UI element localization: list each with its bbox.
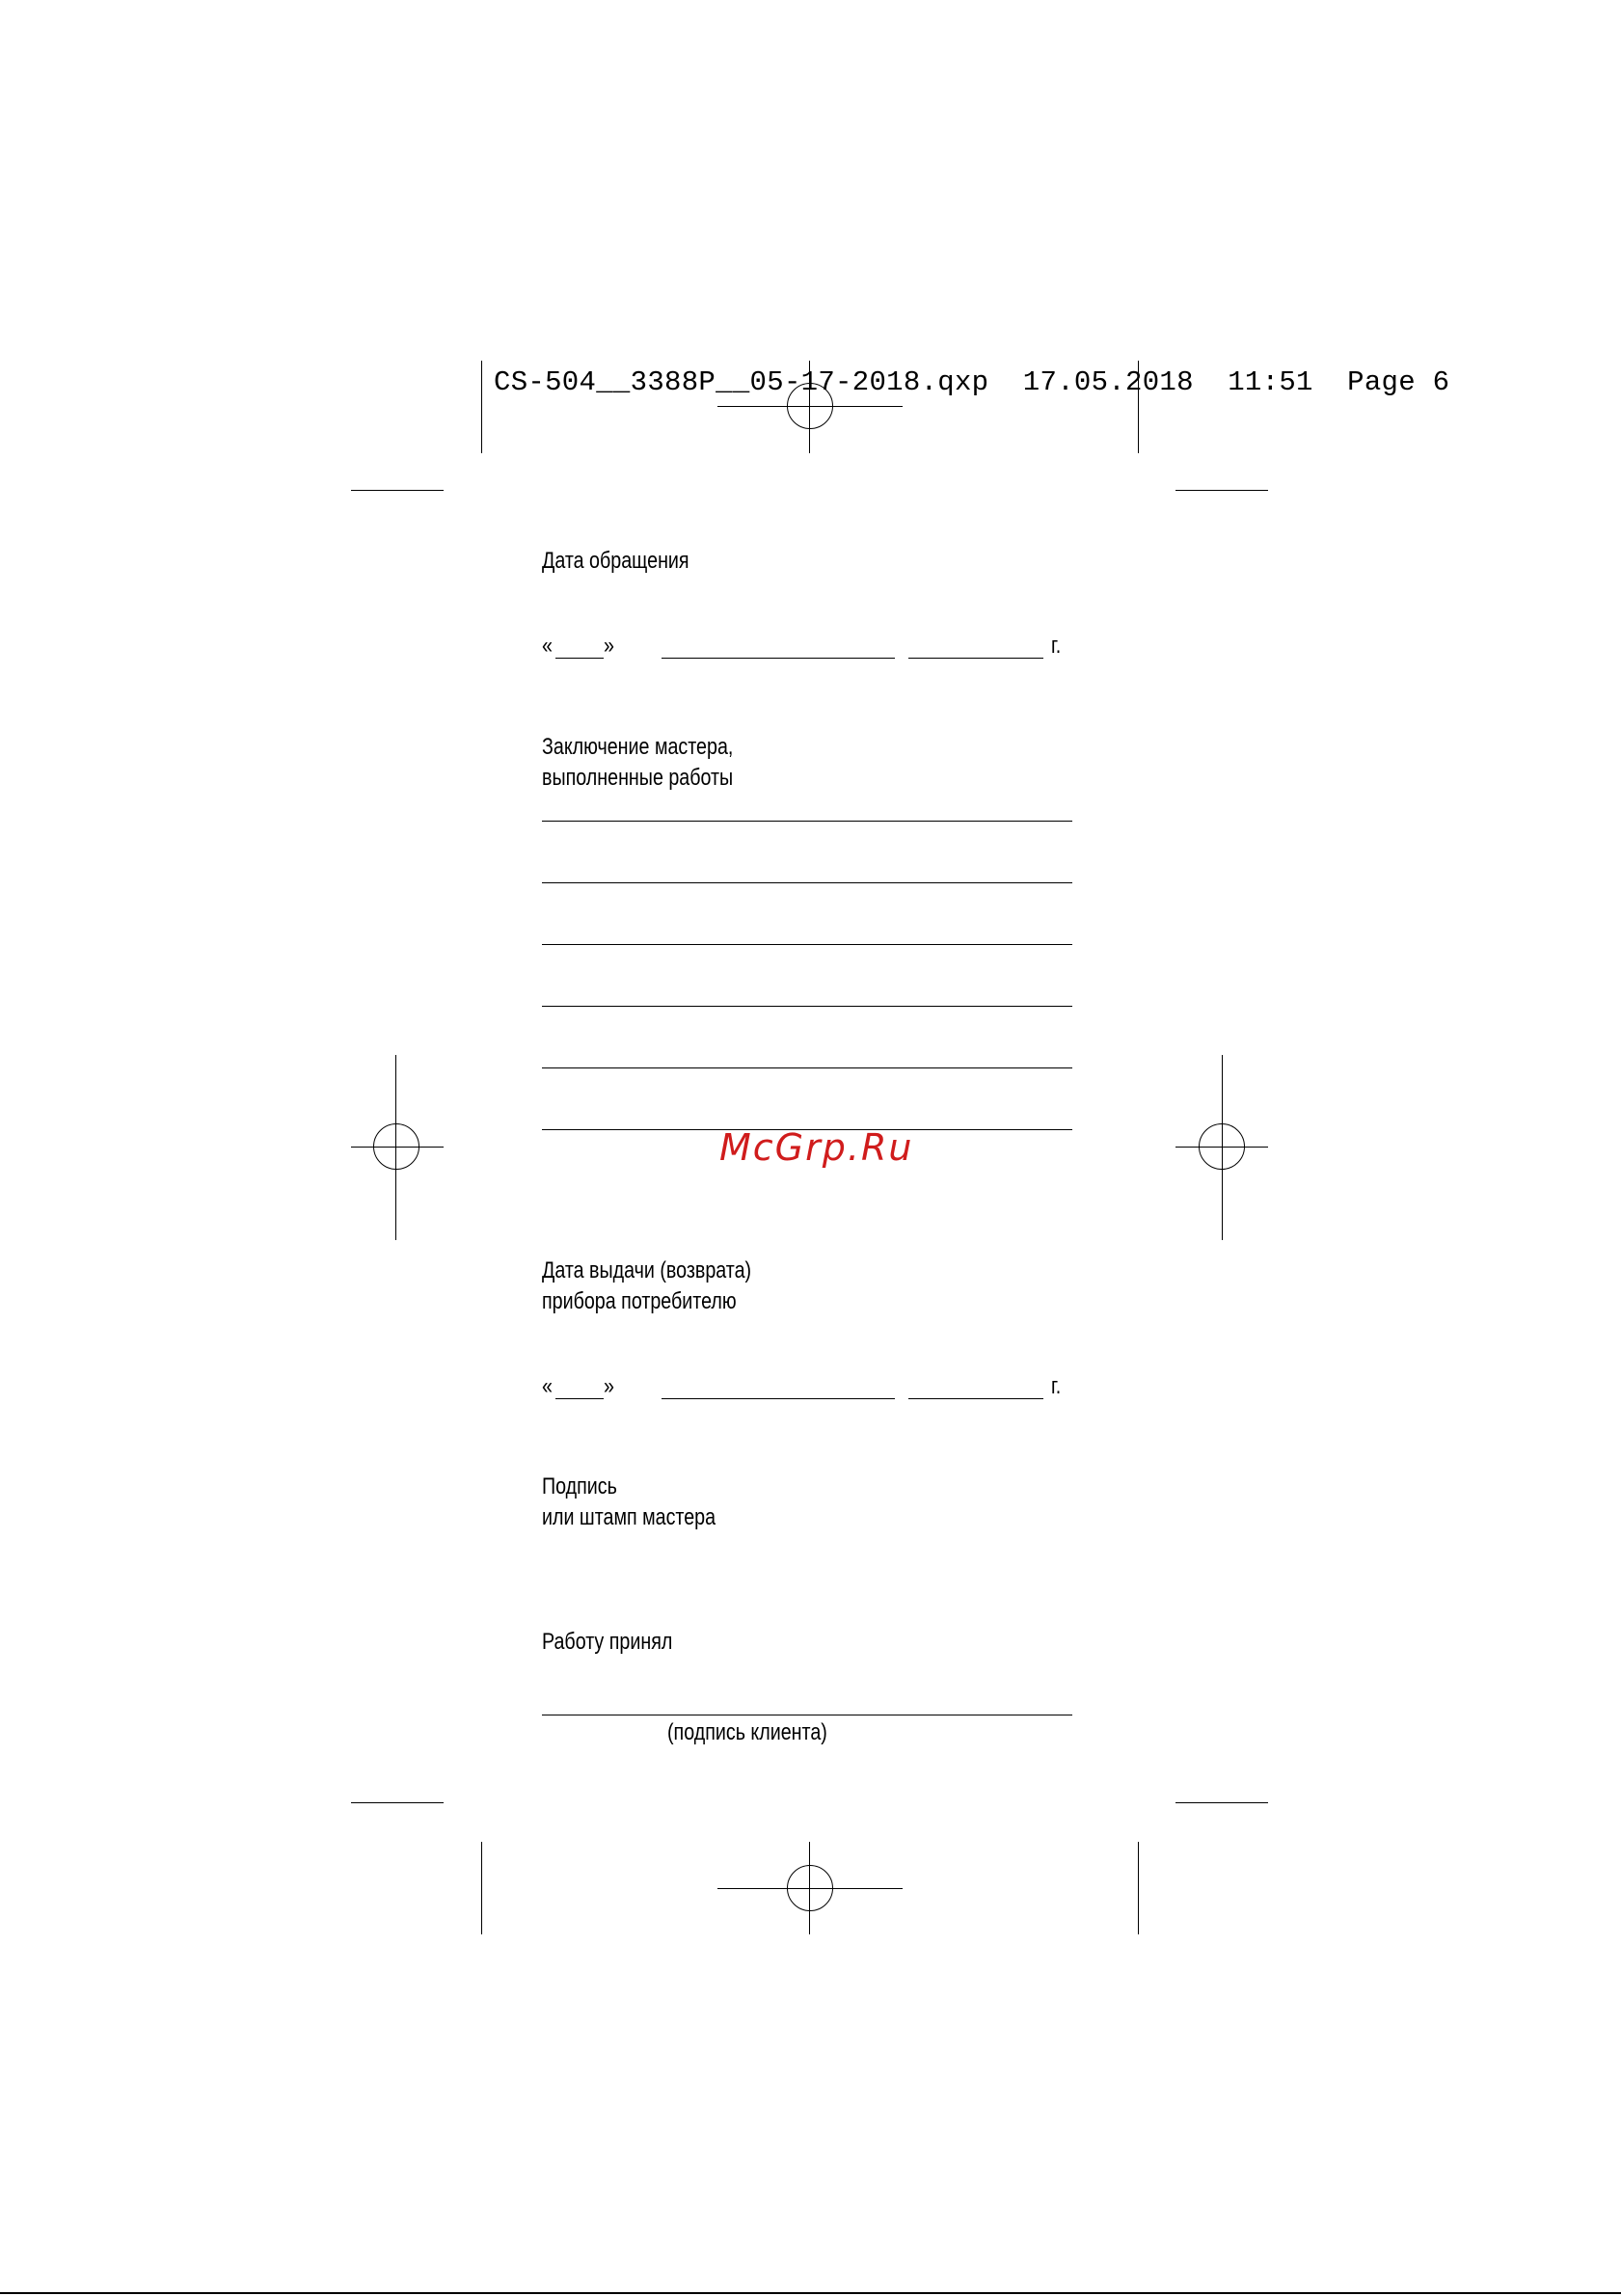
conclusion-line[interactable] [542,1067,1072,1068]
crop-mark-bottom-left-h [351,1802,444,1803]
accepted-label: Работу принял [542,1629,673,1655]
day-blank[interactable] [555,658,604,659]
year-suffix: г. [1051,633,1062,659]
slug-line: CS-504__3388P__05-17-2018.qxp 17.05.2018 11:51 Page 6 [494,366,1450,398]
month-blank[interactable] [662,658,895,659]
signature-label-line-1: Подпись [542,1473,617,1499]
conclusion-line[interactable] [542,1006,1072,1007]
page-bottom-rule [0,2292,1621,2294]
return-date-label-line-2: прибора потребителю [542,1288,737,1314]
crop-mark-top-right-h [1175,490,1268,491]
return-date-label-line-1: Дата выдачи (возврата) [542,1257,752,1283]
conclusion-label-line-2: выполненные работы [542,765,734,791]
crop-mark-bottom-left [481,1842,482,1934]
year-suffix: г. [1051,1373,1062,1399]
conclusion-line[interactable] [542,821,1072,822]
year-blank[interactable] [908,1398,1043,1399]
year-blank[interactable] [908,658,1043,659]
return-date-row [542,1369,1082,1408]
registration-circle-right [1199,1123,1245,1170]
crop-mark-bottom-right-h [1175,1802,1268,1803]
date-open-quote: « [542,633,553,659]
date-open-quote: « [542,1373,553,1399]
client-signature-caption: (подпись клиента) [667,1719,827,1745]
signature-label-line-2: или штамп мастера [542,1504,716,1530]
date-close-quote: » [604,1373,614,1399]
date-close-quote: » [604,633,614,659]
month-blank[interactable] [662,1398,895,1399]
appeal-date-label: Дата обращения [542,548,689,574]
watermark-text: McGrp.Ru [719,1126,914,1169]
crop-mark-top-left [481,361,482,453]
conclusion-label-line-1: Заключение мастера, [542,734,734,760]
conclusion-line[interactable] [542,944,1072,945]
registration-circle-left [373,1123,419,1170]
conclusion-line[interactable] [542,882,1072,883]
crop-mark-bottom-right [1138,1842,1139,1934]
crop-mark-top-left-h [351,490,444,491]
appeal-date-row [542,629,1082,667]
day-blank[interactable] [555,1398,604,1399]
registration-circle-bottom [787,1865,833,1911]
